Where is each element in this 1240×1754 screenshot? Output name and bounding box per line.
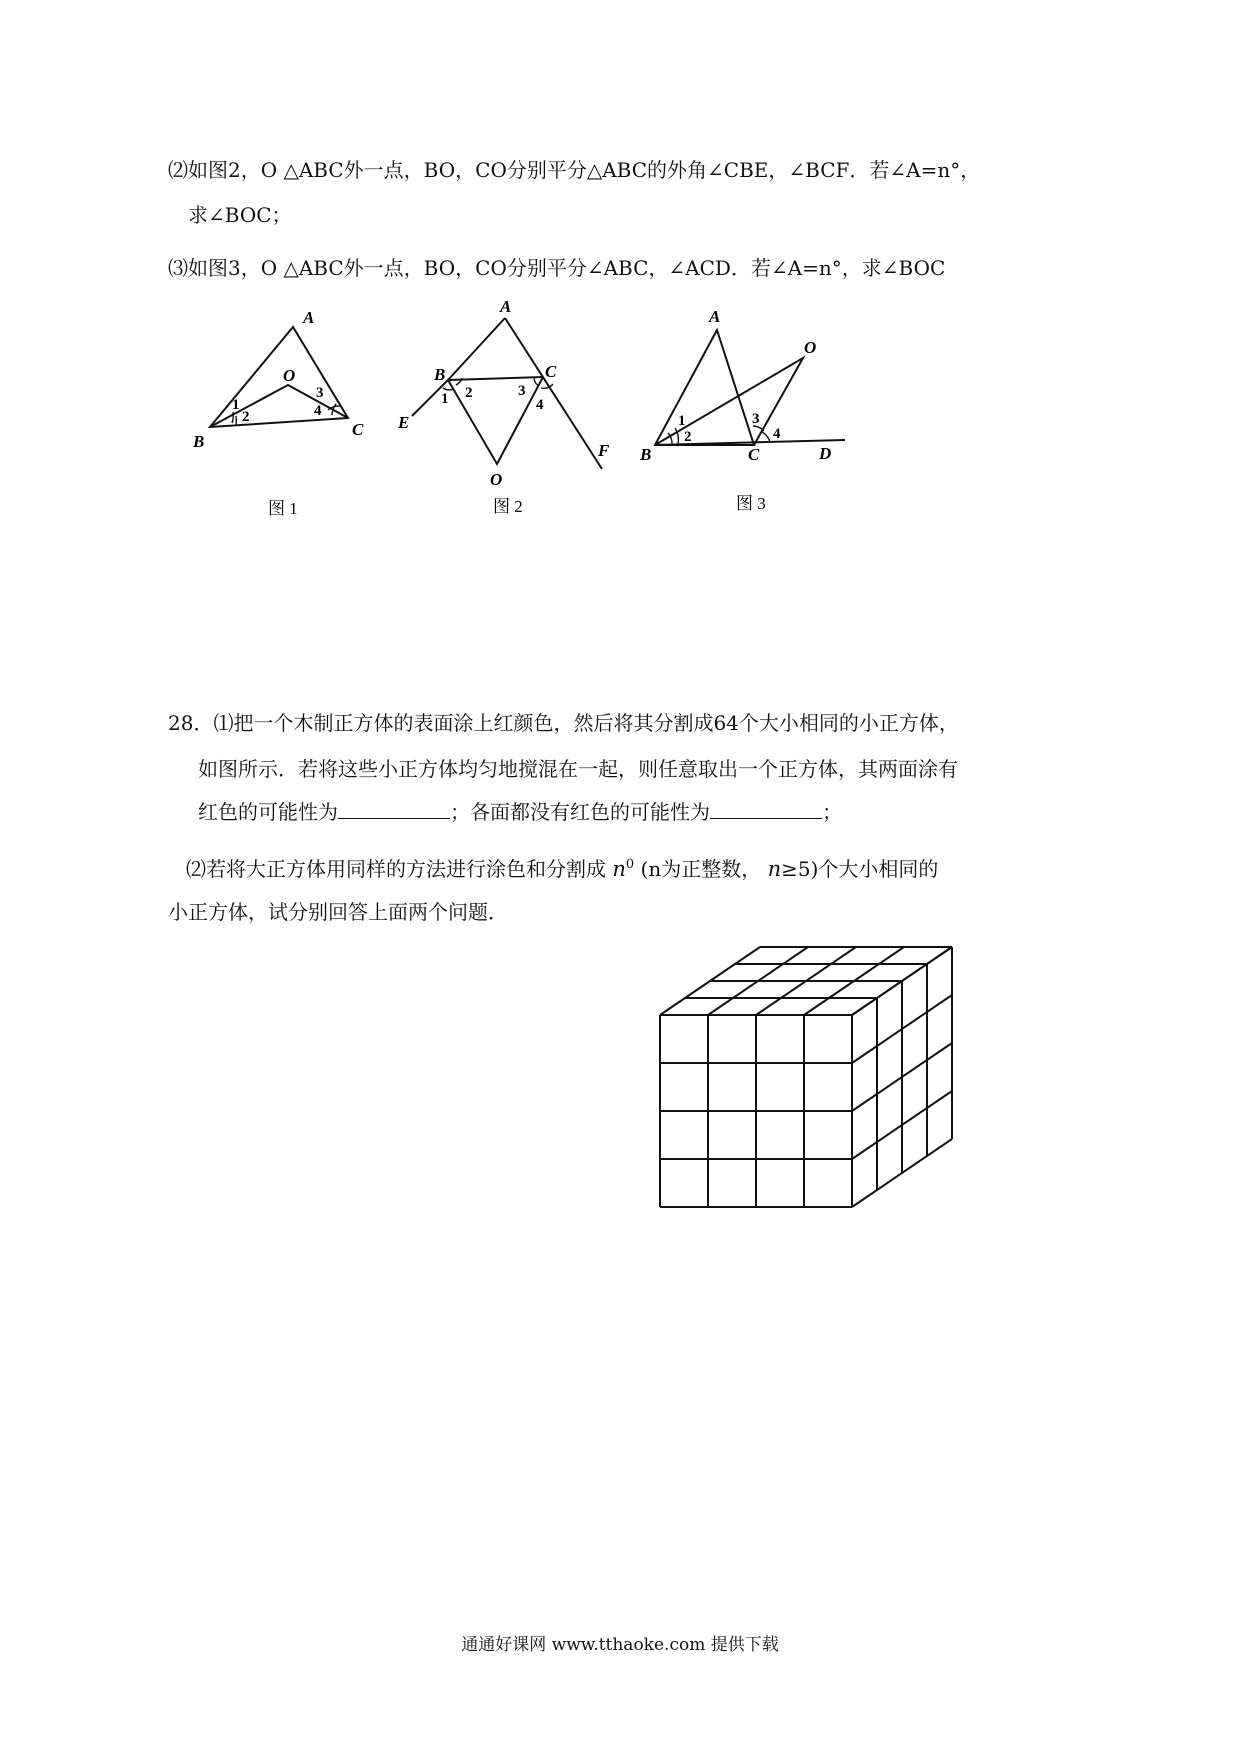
fig3-label-C: C — [748, 445, 760, 464]
q28-part2-text-c: ≥5)个大小相同的 — [781, 857, 939, 881]
fig2-label-B: B — [434, 365, 446, 384]
fig2-label-F: F — [598, 441, 610, 460]
fig2-angle-2: 2 — [465, 385, 473, 401]
fig3-caption: 图 3 — [736, 494, 766, 513]
q28-part2-line1 — [186, 853, 938, 881]
q28-part1-line3 — [198, 800, 842, 824]
fig3-label-D: D — [819, 444, 832, 463]
fig1-label-O: O — [283, 366, 296, 385]
fig2-angle-1: 1 — [441, 391, 449, 407]
fig1-label-B: B — [193, 432, 205, 451]
answer-blank-2[interactable] — [710, 800, 822, 819]
n-power-expression — [612, 857, 634, 881]
fig1-label-C: C — [352, 420, 364, 439]
q28-part2-text-b: (n为正整数， — [640, 857, 762, 881]
fig3-angle-1: 1 — [678, 413, 686, 429]
n-variable: n — [612, 857, 626, 881]
fig2-angle-3: 3 — [518, 383, 526, 399]
fig3-label-B: B — [640, 445, 652, 464]
fig3-angle-3: 3 — [752, 411, 760, 427]
q27-part3-line1: ⑶如图3，O △ABC外一点，BO，CO分别平分∠ABC，∠ACD．若∠A=n°，求∠BOC — [168, 256, 946, 280]
fig3-label-A: A — [709, 307, 721, 326]
fig2-label-E: E — [398, 413, 410, 432]
n-variable-2: n — [767, 857, 782, 881]
fig2-label-O: O — [490, 470, 503, 489]
fig2-angle-4: 4 — [536, 397, 544, 413]
fig1-angle-2: 2 — [242, 409, 250, 425]
fig2-label-A: A — [500, 297, 512, 316]
fig2-caption: 图 2 — [493, 497, 523, 516]
figures-panel — [0, 0, 1240, 600]
fig1-angle-1: 1 — [232, 397, 240, 413]
fig3-angle-2: 2 — [684, 429, 692, 445]
fig3-angle-4: 4 — [773, 426, 781, 442]
q28-part1-line2: 如图所示．若将这些小正方体均匀地搅混在一起，则任意取出一个正方体，其两面涂有 — [198, 757, 958, 781]
q28-line3-text-c: ； — [822, 800, 842, 824]
fig3-label-O: O — [804, 338, 817, 357]
q28-part2-line2: 小正方体，试分别回答上面两个问题． — [168, 900, 508, 924]
fig1-caption: 图 1 — [268, 499, 298, 518]
fig1-angle-4: 4 — [314, 403, 322, 419]
q27-part2-line2: 求∠BOC； — [188, 203, 292, 227]
fig1-angle-3: 3 — [316, 385, 324, 401]
page-footer: 通通好课网 www.tthaoke.com 提供下载 — [461, 1635, 779, 1655]
answer-blank-1[interactable] — [338, 800, 450, 819]
fig2-label-C: C — [545, 362, 557, 381]
q28-line3-text-a: 红色的可能性为 — [198, 800, 338, 824]
q28-line3-text-b: ；各面都没有红色的可能性为 — [450, 800, 710, 824]
q28-part1-line1: 28．⑴把一个木制正方体的表面涂上红颜色，然后将其分割成64个大小相同的小正方体， — [168, 711, 959, 735]
n-exponent: 0 — [625, 857, 635, 872]
figure-1 — [210, 327, 348, 427]
q27-part2-line1: ⑵如图2，O △ABC外一点，BO，CO分别平分△ABC的外角∠CBE，∠BCF．若∠A=n°， — [168, 158, 981, 182]
fig1-label-A: A — [303, 308, 315, 327]
q28-part2-text-a: ⑵若将大正方体用同样的方法进行涂色和分割成 — [186, 857, 606, 881]
cube-figure — [640, 930, 1000, 1230]
